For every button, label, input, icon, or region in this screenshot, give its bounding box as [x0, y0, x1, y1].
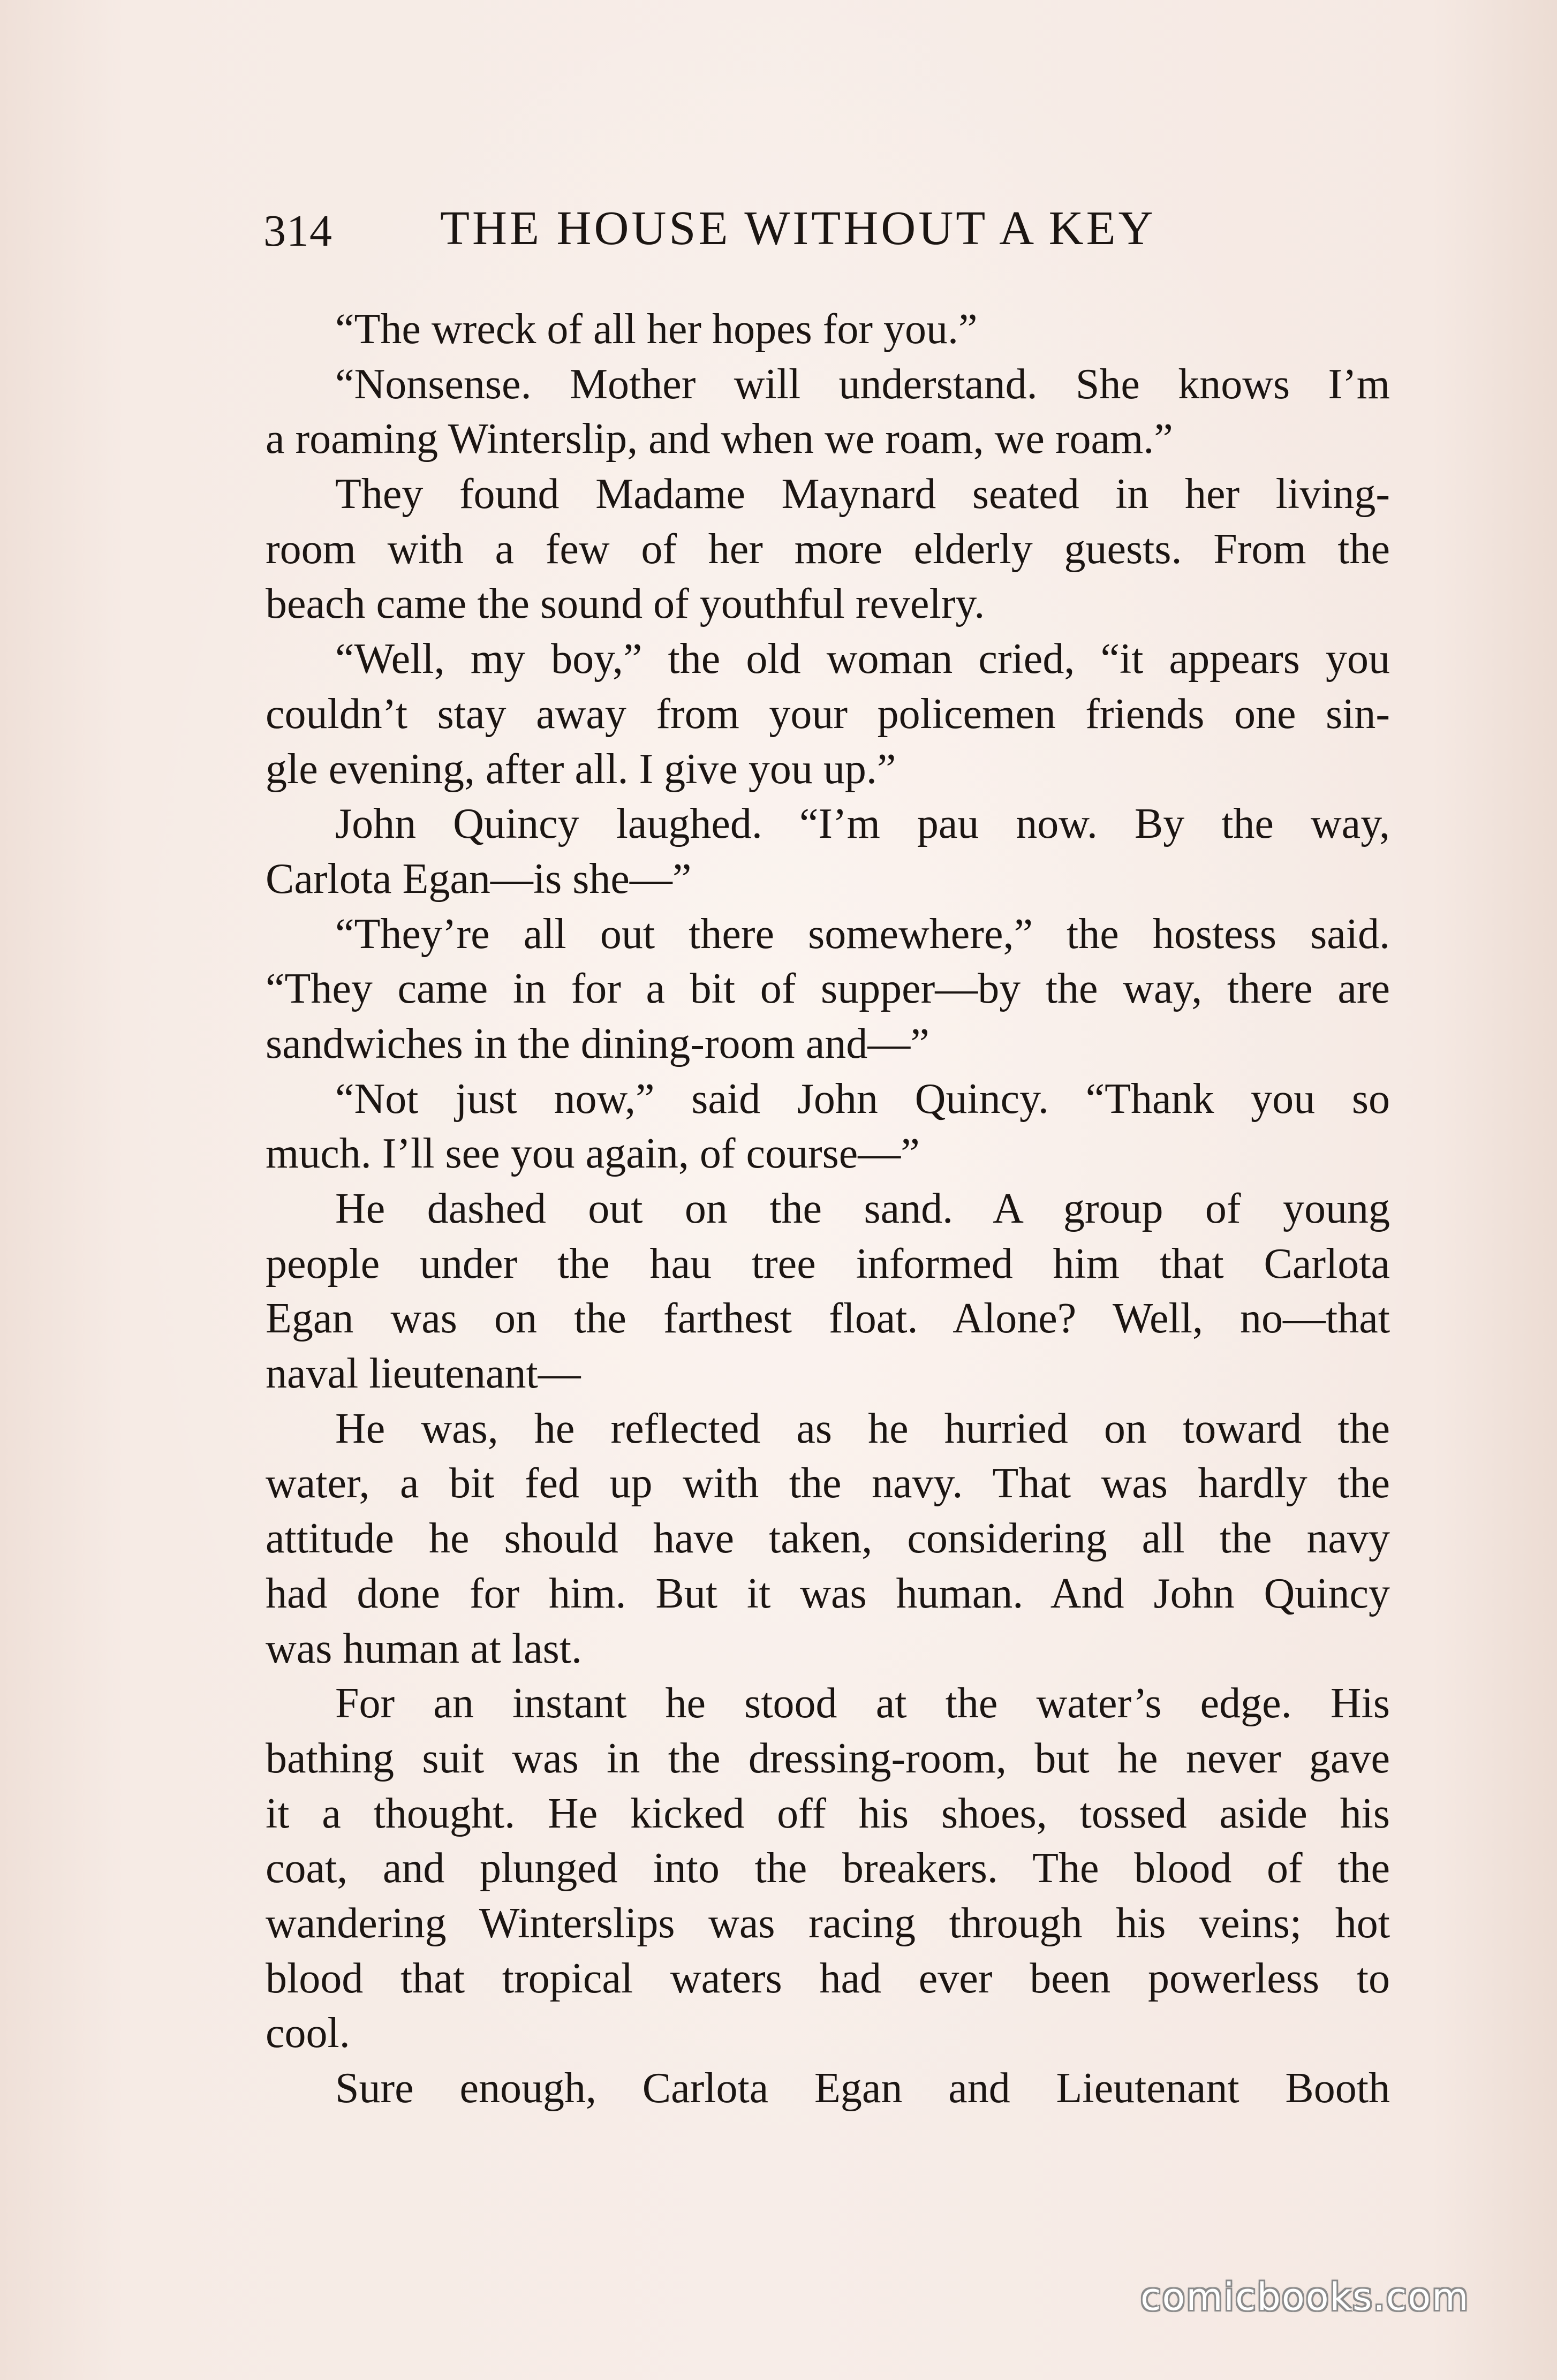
text-line: beach came the sound of youthful revelry. — [266, 580, 985, 628]
running-title: THE HOUSE WITHOUT A KEY — [440, 202, 1156, 255]
page-header — [263, 195, 1243, 260]
text-line: blood that tropical waters had ever been powerless to — [266, 1954, 1390, 2002]
text-line: it a thought. He kicked off his shoes, tossed aside his — [266, 1790, 1390, 1837]
text-line: Egan was on the farthest float. Alone? Well, no—that — [266, 1295, 1390, 1343]
text-line: They found Madame Maynard seated in her living- — [335, 471, 1390, 518]
text-line: He was, he reflected as he hurried on toward the — [335, 1405, 1390, 1452]
text-line: For an instant he stood at the water’s edge. His — [335, 1680, 1390, 1727]
text-line: room with a few of her more elderly guests. From the — [266, 525, 1390, 573]
text-line: was human at last. — [266, 1625, 582, 1672]
text-line: attitude he should have taken, considering all the navy — [266, 1515, 1390, 1563]
text-line: “The wreck of all her hopes for you.” — [335, 306, 978, 353]
text-line: naval lieutenant— — [266, 1350, 581, 1398]
text-line: coat, and plunged into the breakers. The blood of the — [266, 1845, 1390, 1892]
text-line: John Quincy laughed. “I’m pau now. By the way, — [335, 800, 1390, 848]
text-line: gle evening, after all. I give you up.” — [266, 745, 896, 793]
text-line: much. I’ll see you again, of course—” — [266, 1130, 920, 1178]
watermark: comicbooks.com — [1140, 2275, 1470, 2319]
text-line: “They came in for a bit of supper—by the way, there are — [266, 965, 1390, 1013]
text-line: “Not just now,” said John Quincy. “Thank you so — [335, 1075, 1390, 1123]
page-number: 314 — [263, 206, 332, 256]
text-line: cool. — [266, 2010, 350, 2057]
text-line: couldn’t stay away from your policemen friends one sin- — [266, 690, 1390, 738]
text-line: people under the hau tree informed him that Carlota — [266, 1240, 1390, 1287]
text-line: water, a bit fed up with the navy. That was hardly the — [266, 1460, 1390, 1507]
text-line: sandwiches in the dining-room and—” — [266, 1020, 929, 1067]
text-line: a roaming Winterslip, and when we roam, we roam.” — [266, 415, 1173, 463]
text-line: “Nonsense. Mother will understand. She knows I’m — [335, 360, 1390, 408]
text-line: “They’re all out there somewhere,” the hostess said. — [335, 910, 1390, 958]
text-line: Carlota Egan—is she—” — [266, 855, 692, 903]
text-line: bathing suit was in the dressing-room, but he never gave — [266, 1734, 1390, 1782]
text-line: Sure enough, Carlota Egan and Lieutenant Booth — [335, 2065, 1390, 2112]
text-line: wandering Winterslips was racing through his veins; hot — [266, 1899, 1390, 1947]
body-text — [266, 302, 1390, 2116]
text-line: “Well, my boy,” the old woman cried, “it appears you — [335, 635, 1390, 683]
text-line: had done for him. But it was human. And John Quincy — [266, 1570, 1390, 1617]
text-line: He dashed out on the sand. A group of young — [335, 1185, 1390, 1232]
